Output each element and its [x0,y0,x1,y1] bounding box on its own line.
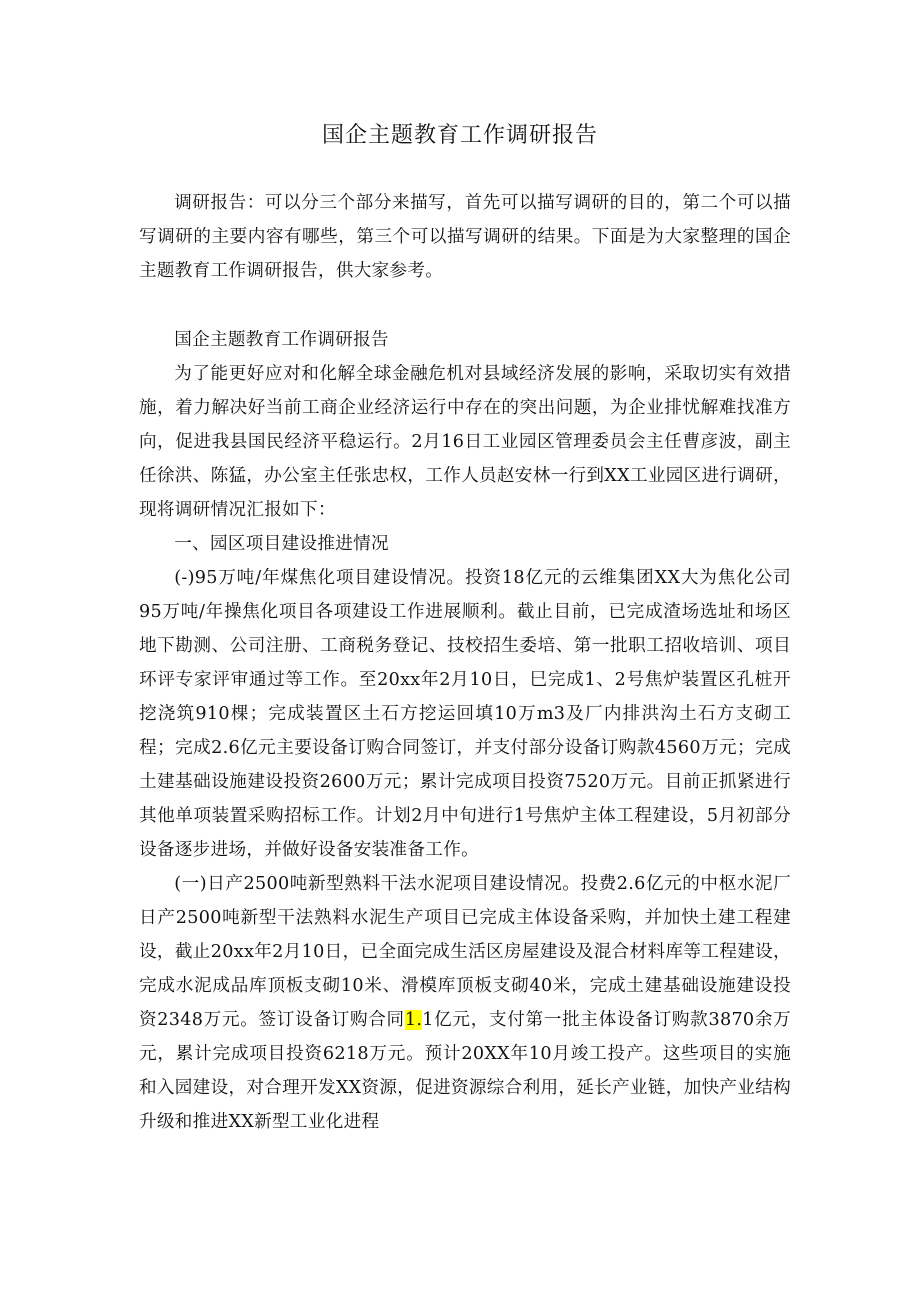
intro-section [139,186,791,288]
cement-text-end: 1亿元，支付第一批主体设备订购款3870余万元，累计完成项目投资6218万元。预计20XX年10月竣工投产。这些项目的实施和入园建设，对合理开发XX资源，促进资源综合利用，延长产业链，加快产业结构升级和推进XX新型工业化进程 [139,1010,792,1132]
report-subtitle: 国企主题教育工作调研报告 [174,330,389,350]
intro-paragraph: 调研报告：可以分三个部分来描写，首先可以描写调研的目的，第二个可以描写调研的主要内容有哪些，第三个可以描写调研的结果。下面是为大家整理的国企主题教育工作调研报告，供大家参考。 [139,193,791,281]
paragraph-cement-project [139,867,791,1139]
cement-text-start: (一)日产2500吨新型熟料干法水泥项目建设情况。投费2.6亿元的中枢水泥厂日产2500吨新型干法熟料水泥生产项目已完成主体设备采购，并加快土建工程建设，截止20xx年2月10日，已全面完成生活区房屋建设及混合材料库等工程建设，完成水泥成品库顶板支砌10米、滑模库顶板支砌40米，完成土建基础设施建设投资2348万元。签订设备订购合同 [139,874,791,1030]
paragraph-background: 为了能更好应对和化解全球金融危机对县域经济发展的影响，采取切实有效措施，着力解决好当前工商企业经济运行中存在的突出问题，为企业排忧解难找准方向，促进我县国民经济平稳运行。2月16日工业园区管理委员会主任曹彦波，副主任徐洪、陈猛，办公室主任张忠权，工作人员赵安林一行到XX工业园区进行调研，现将调研情况汇报如下： [139,364,791,520]
highlighted-text: 1. [404,1010,423,1030]
report-body [139,323,791,1139]
paragraph-coking-project: (-)95万吨/年煤焦化项目建设情况。投资18亿元的云维集团XX大为焦化公司95万吨/年操焦化项目各项建设工作进展顺利。截止目前，已完成渣场选址和场区地下勘测、公司注册、工商税务登记、技校招生委培、第一批职工招收培训、项目环评专家评审通过等工作。至20xx年2月10日，巳完成1、2号焦炉装置区孔桩开挖浇筑910棵；完成装置区土石方挖运回填10万m3及厂内排洪沟土石方支砌工程；完成2.6亿元主要设备订购合同签订，并支付部分设备订购款4560万元；完成土建基础设施建设投资2600万元；累计完成项目投资7520万元。目前正抓紧进行其他单项装置采购招标工作。计划2月中旬进行1号焦炉主体工程建设，5月初部分设备逐步进场，并做好设备安装准备工作。 [139,568,791,860]
section-heading-1: 一、园区项目建设推进情况 [174,534,389,554]
document-title: 国企主题教育工作调研报告 [321,123,598,148]
